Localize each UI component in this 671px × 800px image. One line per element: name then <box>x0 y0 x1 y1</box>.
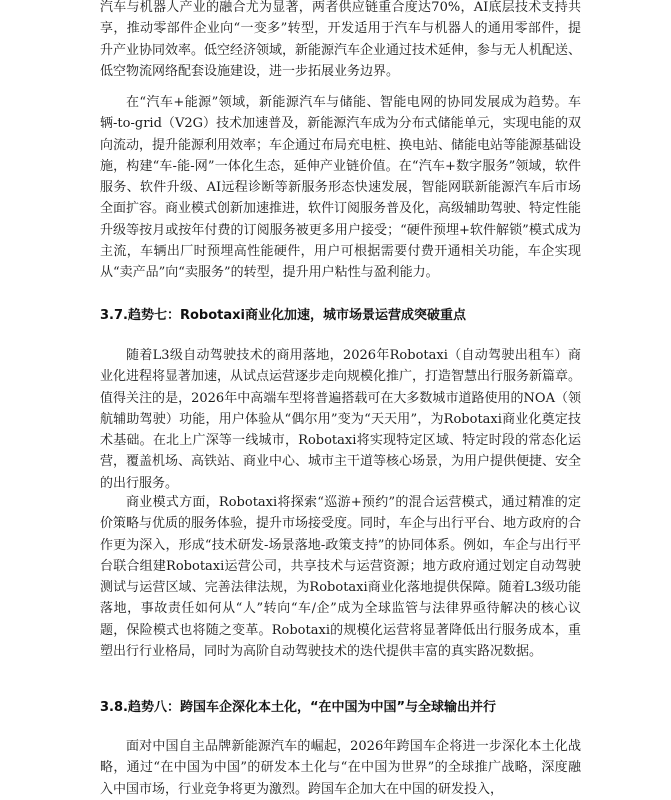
body-paragraph: 随着L3级自动驾驶技术的商用落地，2026年Robotaxi（自动驾驶出租车）商业化进程将显著加速，从试点运营逐步走向规模化推广，打造智慧出行服务新篇章。值得关注的是，2026年中高端车型将普遍搭载可在大多数城市道路使用的NOA（领航辅助驾驶）功能，用户体验从“偶尔用”变为“天天用”，为Robotaxi商业化奠定技术基础。在北上广深等一线城市，Robotaxi将实现特定区域、特定时段的常态化运营，覆盖机场、高铁站、商业中心、城市主干道等核心场景，为用户提供便捷、安全的出行服务。 <box>100 348 582 491</box>
body-paragraph: 面对中国自主品牌新能源汽车的崛起，2026年跨国车企将进一步深化本土化战略，通过“在中国为中国”的研发本土化与“在中国为世界”的全球推广战略，深度融入中国市场，行业竞争将更为激烈。跨国车企加大在中国的研发投入， <box>100 739 581 797</box>
section-heading: 3.8.趋势八：跨国车企深化本土化，“在中国为中国”与全球输出并行 <box>100 700 497 715</box>
section-heading: 3.7.趋势七：Robotaxi商业化加速，城市场景运营成突破重点 <box>100 308 466 323</box>
body-paragraph: 在“汽车+能源”领域，新能源汽车与储能、智能电网的协同发展成为趋势。车辆-to-grid（V2G）技术加速普及，新能源汽车成为分布式储能单元，实现电能的双向流动，提升能源利用效率；车企通过布局充电桩、换电站、储能电站等能源基础设施，构建“车-能-网”一体化生态，延伸产业链价值。在“汽车+数字服务”领域，软件服务、软件升级、AI远程诊断等新服务形态快速发展，智能网联新能源汽车后市场全面扩容。商业模式创新加速推进，软件订阅服务普及化，高级辅助驾驶、特定性能升级等按月或按年付费的订阅服务被更多用户接受；“硬件预埋+软件解锁”模式成为主流，车辆出厂时预埋高性能硬件，用户可根据需要付费开通相关功能，车企实现从“卖产品”向“卖服务”的转型，提升用户粘性与盈利能力。 <box>100 95 582 281</box>
body-paragraph: 汽车与机器人产业的融合尤为显著，两者供应链重合度达70%，AI底层技术支持共享，推动零部件企业向“一变多”转型，开发适用于汽车与机器人的通用零部件，提升产业协同效率。低空经济领域，新能源汽车企业通过技术延伸，参与无人机配送、低空物流网络配套设施建设，进一步拓展业务边界。 <box>100 0 582 79</box>
body-paragraph: 商业模式方面，Robotaxi将探索“巡游+预约”的混合运营模式，通过精准的定价策略与优质的服务体验，提升市场接受度。同时，车企与出行平台、地方政府的合作更为深入，形成“技术研发-场景落地-政策支持”的协同体系。例如，车企与出行平台联合组建Robotaxi运营公司，共享技术与运营资源；地方政府通过划定自动驾驶测试与运营区域、完善法律法规，为Robotaxi商业化落地提供保障。随着L3级功能落地，事故责任如何从“人”转向“车/企”成为全球监管与法律界亟待解决的核心议题，保险模式也将随之变革。Robotaxi的规模化运营将显著降低出行服务成本，重塑出行行业格局，同时为高阶自动驾驶技术的迭代提供丰富的真实路况数据。 <box>100 495 582 660</box>
